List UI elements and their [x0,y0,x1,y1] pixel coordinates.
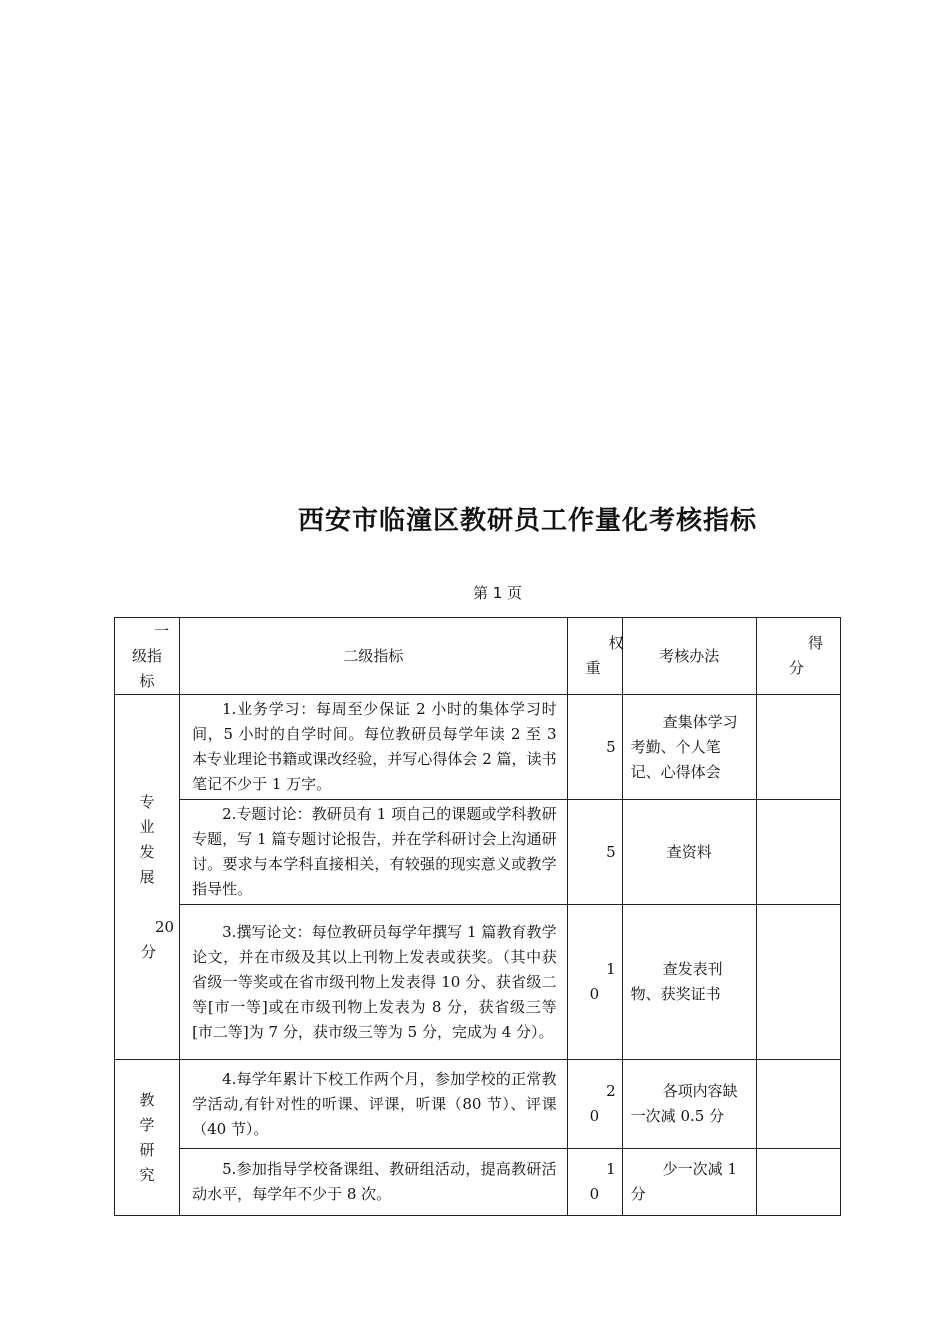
weight-value [567,1149,622,1216]
header-level1 [115,618,180,695]
method-text: 各项内容缺一次减 0.5 分 [622,1060,756,1149]
method-text: 查发表刊物、获奖证书 [622,905,756,1060]
score-cell[interactable] [756,905,840,1060]
header-level2: 二级指标 [180,618,568,695]
method-text: 查资料 [622,800,756,905]
header-score-b: 分 [788,659,804,677]
header-method: 考核办法 [622,618,756,695]
weight-value: 5 [567,800,622,905]
score-cell[interactable] [756,1149,840,1216]
category-professional-development [115,695,180,1060]
weight-digit: 0 [589,1107,600,1125]
table-row [115,800,841,905]
category-points: 20 [155,917,175,936]
indicator-text: 3.撰写论文：每位教研员每学年撰写 1 篇教育教学论文，并在市级及其以上刊物上发表或获奖。（其中获省级一等奖或在省市级刊物上发表得 10 分、获省级二等[市一等]或在市级刊物上发表为 8 分，获省级三等[市二等]为 7 分，获市级三等为 5 分，完成为 4 分）。 [180,905,568,1060]
indicator-text: 5.参加指导学校备课组、教研组活动，提高教研活动水平，每学年不少于 8 次。 [180,1149,568,1216]
header-level1-a: 一 [154,621,170,640]
weight-value: 5 [567,695,622,800]
indicator-text: 1.业务学习：每周至少保证 2 小时的集体学习时间，5 小时的自学时间。每位教研员每学年读 2 至 3 本专业理论书籍或课改经验，并写心得体会 2 篇，读书笔记不少于 1 万字。 [180,695,568,800]
page-number: 第 1 页 [472,584,523,602]
category-char: 教 [139,1090,155,1109]
category-unit: 分 [141,942,157,961]
category-teaching-research [115,1060,180,1216]
table-row [115,1149,841,1216]
header-row [115,618,841,695]
indicator-text: 2.专题讨论：教研员有 1 项自己的课题或学科教研专题，写 1 篇专题讨论报告，并在学科研讨会上沟通研讨。要求与本学科直接相关，有较强的现实意义或教学指导性。 [180,800,568,905]
weight-digit: 2 [606,1082,616,1100]
method-text: 少一次减 1 分 [622,1149,756,1216]
header-level1-c: 标 [139,671,155,690]
weight-digit: 0 [589,1185,600,1203]
indicator-text: 4.每学年累计下校工作两个月，参加学校的正常教学活动,有针对性的听课、评课，听课（80 节）、评课（40 节）。 [180,1060,568,1149]
table-row [115,905,841,1060]
header-weight [567,618,622,695]
score-cell[interactable] [756,1060,840,1149]
header-weight-a: 权 [608,634,624,652]
weight-digit: 1 [606,960,616,978]
table-row [115,1060,841,1149]
score-cell[interactable] [756,800,840,905]
category-char: 究 [139,1165,155,1184]
table-row [115,695,841,800]
header-score [756,618,840,695]
category-char: 学 [139,1115,155,1134]
method-text: 查集体学习考勤、个人笔记、心得体会 [622,695,756,800]
weight-value [567,905,622,1060]
header-weight-b: 重 [585,659,601,677]
document-title: 西安市临潼区教研员工作量化考核指标 [297,506,757,536]
score-cell[interactable] [756,695,840,800]
header-level1-b: 级指 [132,646,163,665]
weight-digit: 0 [589,985,600,1003]
category-char: 发 [139,842,155,861]
weight-digit: 1 [606,1160,616,1178]
category-char: 研 [139,1140,155,1159]
assessment-table [114,617,841,1216]
category-char: 展 [139,867,155,886]
category-char: 业 [139,817,155,836]
category-char: 专 [139,792,155,811]
header-score-a: 得 [807,634,823,652]
weight-value [567,1060,622,1149]
